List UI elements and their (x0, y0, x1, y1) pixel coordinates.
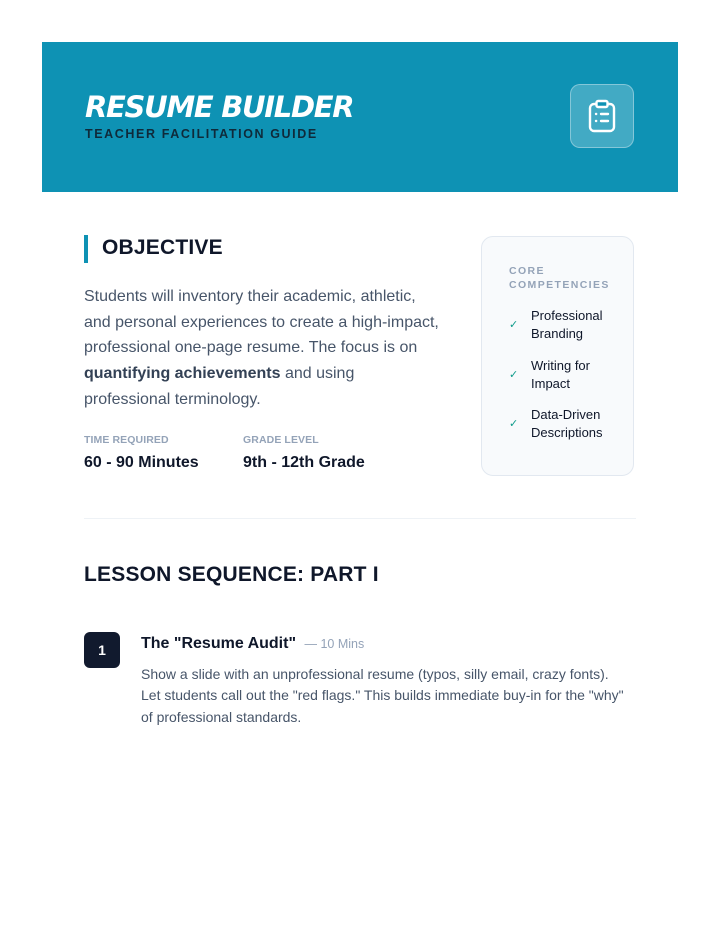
step-number-badge: 1 (84, 632, 120, 668)
check-icon: ✓ (509, 418, 519, 431)
step-description: Show a slide with an unprofessional resume (typos, silly email, crazy fonts). Let students call out the "red flags." This builds immediate buy-in for the "why" of professional standards. (141, 666, 624, 725)
competency-label: Professional Branding (531, 308, 603, 341)
competency-item (509, 357, 609, 392)
objective-text-end: and using professional terminology. (84, 365, 355, 408)
check-icon: ✓ (509, 319, 519, 332)
time-required-value: 60 - 90 Minutes (84, 454, 199, 471)
lesson-sequence-heading: LESSON SEQUENCE: PART I (84, 563, 379, 586)
page-subtitle: TEACHER FACILITATION GUIDE (85, 127, 318, 141)
objective-text (84, 284, 444, 413)
competency-label: Writing for Impact (531, 358, 590, 391)
clipboard-list-icon (570, 84, 634, 148)
grade-level-label: GRADE LEVEL (243, 434, 319, 446)
grade-level-value: 9th - 12th Grade (243, 454, 365, 471)
competency-label: Data-Driven Descriptions (531, 407, 603, 440)
step-header (141, 635, 364, 653)
competency-item (509, 307, 619, 342)
step-duration: — 10 Mins (304, 637, 365, 651)
objective-text-start: Students will inventory their academic, athletic, and personal experiences to create a high-impact, professional one-page resume. The focus is on (84, 288, 439, 357)
objective-accent-bar (84, 235, 88, 263)
check-icon: ✓ (509, 369, 519, 382)
step-title: The "Resume Audit" (141, 635, 297, 652)
header-banner (42, 42, 678, 192)
objective-text-emphasis: quantifying achievements (84, 365, 281, 383)
objective-heading: OBJECTIVE (102, 236, 223, 259)
time-required-label: TIME REQUIRED (84, 434, 169, 446)
competencies-heading: CORE COMPETENCIES (509, 265, 610, 291)
section-divider (84, 518, 636, 519)
page-title: RESUME BUILDER (85, 90, 354, 124)
core-competencies-card (481, 236, 634, 476)
competency-item (509, 406, 619, 441)
